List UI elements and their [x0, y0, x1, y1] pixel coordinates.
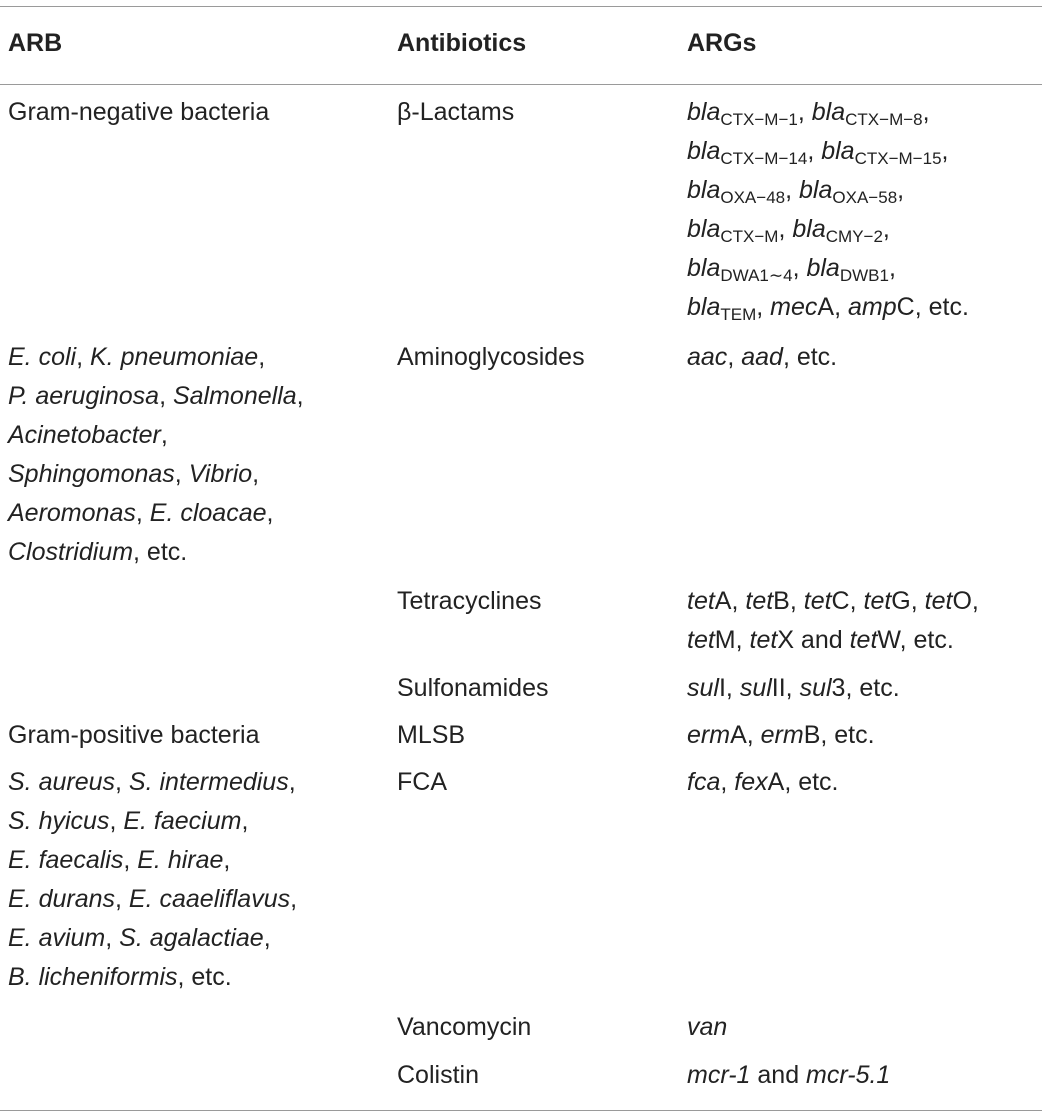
gene-suffix-text: W, etc.	[877, 626, 954, 654]
bla-line: bla$_{CTX-M}$, bla$_{CMY-2}$,	[687, 215, 890, 246]
bla-gene-subscript: CTX−M	[720, 227, 779, 246]
aminoglycosides-label: Aminoglycosides	[397, 343, 585, 371]
bla-gene-subscript: CTX−M−1	[720, 110, 798, 129]
sulfonamides-label: Sulfonamides	[397, 674, 549, 702]
bla-gene-subscript: OXA−48	[720, 188, 786, 207]
erm-prefix: erm	[687, 721, 731, 749]
gene-suffix-text: C,	[831, 587, 864, 615]
colistin-args	[687, 1056, 890, 1095]
etc-text: , etc.	[782, 343, 838, 371]
fca-args	[687, 763, 839, 802]
tet-prefix: tet	[803, 587, 832, 615]
bla-line-last: bla$_{TEM}$, mecA, ampC, etc.	[687, 293, 969, 324]
mec-gene: mec	[770, 293, 818, 321]
bla-gene-prefix: bla	[799, 176, 833, 204]
header-args: ARGs	[687, 29, 757, 57]
tet-prefix: tet	[745, 587, 774, 615]
bla-gene-subscript: CTX−M−14	[720, 149, 808, 168]
etc-text: , etc.	[914, 293, 969, 321]
species-name: K. pneumoniae	[90, 343, 259, 371]
gene-suffix-text: B,	[773, 587, 804, 615]
gene-suffix-text: O,	[952, 587, 979, 615]
bla-gene-subscript: CTX−M−15	[854, 149, 942, 168]
bla-gene-prefix: bla	[821, 137, 855, 165]
tet-prefix: tet	[687, 626, 715, 654]
separator: ,	[258, 343, 266, 371]
erm-prefix: erm	[760, 721, 804, 749]
species-name: E. cloacae	[149, 499, 267, 527]
tet-prefix: tet	[924, 587, 953, 615]
bla-gene-prefix: bla	[687, 98, 721, 126]
species-name: Salmonella	[172, 382, 297, 410]
separator: ,	[115, 768, 129, 796]
colistin-label: Colistin	[397, 1061, 479, 1089]
bla-line: bla$_{CTX-M-14}$, bla$_{CTX-M-15}$,	[687, 137, 949, 168]
separator: ,	[109, 807, 124, 835]
species-name: Vibrio	[188, 460, 253, 488]
fca-label: FCA	[397, 768, 447, 796]
separator: ,	[160, 421, 168, 449]
header-arb: ARB	[8, 29, 63, 57]
bla-gene-prefix: bla	[806, 254, 840, 282]
van-gene: van	[687, 1013, 728, 1041]
gene-suffix-text: II,	[771, 674, 800, 702]
separator: ,	[174, 460, 189, 488]
separator: , etc.	[177, 963, 232, 991]
tet-prefix: tet	[749, 626, 778, 654]
species-line	[8, 880, 297, 919]
beta-lactam-args	[687, 93, 969, 327]
mlsb-label: MLSB	[397, 721, 466, 749]
gram-negative-species	[8, 338, 304, 572]
sul-prefix: sul	[739, 674, 772, 702]
bla-line: bla$_{CTX-M-1}$, bla$_{CTX-M-8}$,	[687, 98, 930, 129]
tet-line-1	[687, 582, 979, 621]
species-line	[8, 416, 304, 455]
fca-gene: fca	[687, 768, 721, 796]
aac-gene: aac	[687, 343, 728, 371]
species-name: E. avium	[8, 924, 106, 952]
separator: ,	[296, 382, 304, 410]
separator: ,	[720, 768, 735, 796]
bla-line: bla$_{DWA1\sim 4}$, bla$_{DWB1}$,	[687, 254, 896, 285]
bla-gene-subscript: TEM	[720, 305, 757, 324]
species-line	[8, 919, 297, 958]
species-line	[8, 377, 304, 416]
species-line	[8, 338, 304, 377]
gram-positive-species	[8, 763, 297, 997]
bla-gene-subscript: DWB1	[839, 266, 889, 285]
gene-suffix-text: B, etc.	[803, 721, 875, 749]
tet-prefix: tet	[849, 626, 878, 654]
amp-gene: amp	[848, 293, 897, 321]
bla-gene-prefix: bla	[687, 176, 721, 204]
separator: ,	[290, 885, 298, 913]
tetracycline-args	[687, 582, 979, 660]
mlsb-args	[687, 716, 875, 755]
bla-gene-subscript: DWA1∼4	[720, 266, 793, 285]
species-line	[8, 455, 304, 494]
separator: ,	[159, 382, 173, 410]
species-name: E. coli	[8, 343, 77, 371]
bla-gene-prefix: bla	[687, 215, 721, 243]
separator: ,	[115, 885, 129, 913]
vancomycin-label: Vancomycin	[397, 1013, 532, 1041]
species-name: B. licheniformis	[8, 963, 178, 991]
bla-gene-subscript: CTX−M−8	[845, 110, 923, 129]
aminoglycoside-args	[687, 338, 837, 377]
sulfonamide-args	[687, 669, 900, 708]
and-text: and	[750, 1061, 807, 1089]
separator: ,	[223, 846, 231, 874]
gene-suffix-text: I,	[718, 674, 740, 702]
species-name: E. hirae	[137, 846, 224, 874]
tet-prefix: tet	[863, 587, 892, 615]
species-name: Clostridium	[8, 538, 134, 566]
bla-gene-prefix: bla	[687, 137, 721, 165]
separator: ,	[241, 807, 249, 835]
separator: ,	[727, 343, 742, 371]
tet-prefix: tet	[687, 587, 715, 615]
amp-suffix: C	[896, 293, 915, 321]
separator: ,	[288, 768, 296, 796]
gene-suffix-text: 3, etc.	[831, 674, 900, 702]
species-name: E. faecalis	[8, 846, 124, 874]
fex-gene: fex	[734, 768, 768, 796]
species-name: S. agalactiae	[119, 924, 264, 952]
separator: , etc.	[133, 538, 188, 566]
species-line	[8, 533, 304, 572]
species-name: Sphingomonas	[8, 460, 175, 488]
species-name: E. durans	[8, 885, 116, 913]
gram-positive-label: Gram-positive bacteria	[8, 721, 260, 749]
bla-gene-prefix: bla	[811, 98, 846, 126]
header-rule	[0, 84, 1042, 85]
etc-text: , etc.	[784, 768, 839, 796]
bla-gene-prefix: bla	[687, 254, 721, 282]
tet-line-2	[687, 621, 979, 660]
species-name: S. hyicus	[8, 807, 110, 835]
separator: ,	[266, 499, 274, 527]
separator: ,	[105, 924, 120, 952]
gene-suffix-text: X and	[777, 626, 850, 654]
species-line	[8, 763, 297, 802]
species-line	[8, 841, 297, 880]
gene-suffix-text: A,	[714, 587, 746, 615]
sul-prefix: sul	[799, 674, 832, 702]
bla-line: bla$_{OXA-48}$, bla$_{OXA-58}$,	[687, 176, 905, 207]
separator: ,	[76, 343, 90, 371]
sul-prefix: sul	[687, 674, 719, 702]
species-line	[8, 494, 304, 533]
beta-lactams-label: β-Lactams	[397, 98, 515, 126]
species-name: E. faecium	[123, 807, 242, 835]
separator: ,	[263, 924, 271, 952]
gene-suffix-text: G,	[891, 587, 925, 615]
species-line	[8, 802, 297, 841]
bla-gene-subscript: OXA−58	[832, 188, 898, 207]
species-name: E. caaeliflavus	[128, 885, 291, 913]
species-line	[8, 958, 297, 997]
species-name: S. aureus	[8, 768, 116, 796]
separator: ,	[123, 846, 138, 874]
fex-suffix: A	[767, 768, 785, 796]
aad-gene: aad	[741, 343, 783, 371]
gram-negative-label: Gram-negative bacteria	[8, 98, 270, 126]
bla-gene-subscript: CMY−2	[825, 227, 883, 246]
gene-suffix-text: A,	[730, 721, 761, 749]
tetracyclines-label: Tetracyclines	[397, 587, 542, 615]
mcr-1-gene: mcr-1	[687, 1061, 751, 1089]
gene-suffix-text: M,	[714, 626, 750, 654]
header-antibiotics: Antibiotics	[397, 29, 527, 57]
species-name: S. intermedius	[128, 768, 289, 796]
separator: ,	[135, 499, 150, 527]
species-name: P. aeruginosa	[8, 382, 160, 410]
bla-gene-prefix: bla	[687, 293, 721, 321]
mcr-5-1-gene: mcr-5.1	[806, 1061, 891, 1089]
species-name: Aeromonas	[8, 499, 136, 527]
separator: ,	[252, 460, 260, 488]
mec-suffix: A	[817, 293, 835, 321]
bla-gene-prefix: bla	[792, 215, 826, 243]
bottom-rule	[0, 1110, 1042, 1111]
top-rule	[0, 6, 1042, 7]
species-name: Acinetobacter	[8, 421, 161, 449]
